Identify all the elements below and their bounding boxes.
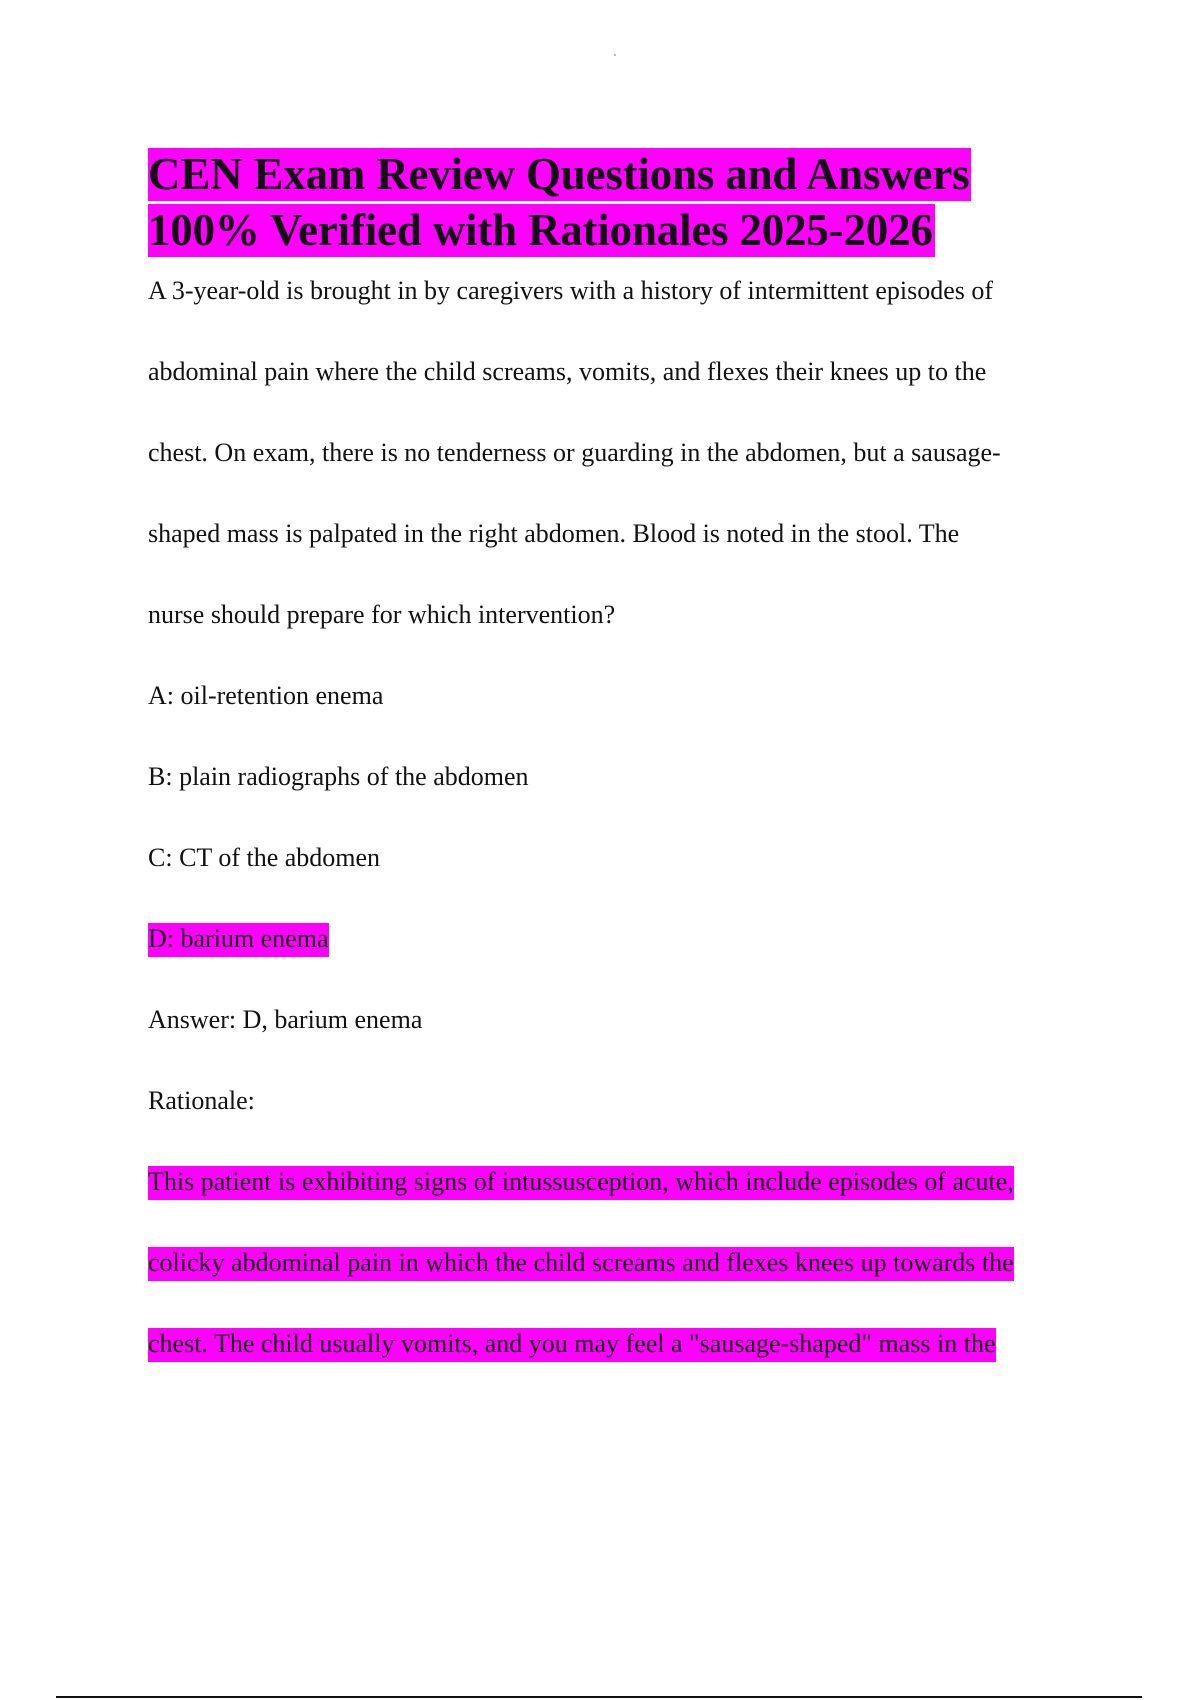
rationale-label: Rationale: — [148, 1086, 255, 1115]
page-bottom-rule — [56, 1696, 1142, 1698]
question-line: shaped mass is palpated in the right abdomen. Blood is noted in the stool. The — [148, 519, 960, 548]
option-c: C: CT of the abdomen — [148, 843, 381, 872]
rationale-line — [148, 1169, 1088, 1250]
option-b: B: plain radiographs of the abdomen — [148, 762, 529, 791]
question-line: abdominal pain where the child screams, vomits, and flexes their knees up to the — [148, 357, 987, 386]
rationale-highlight: colicky abdominal pain in which the child screams and flexes knees up towards the — [148, 1247, 1014, 1281]
question-line: A 3-year-old is brought in by caregivers with a history of intermittent episodes of — [148, 276, 994, 305]
option-d-highlight: D: barium enema — [148, 923, 329, 957]
page-content — [148, 146, 1088, 1412]
rationale-highlight: chest. The child usually vomits, and you may feel a "sausage-shaped" mass in the — [148, 1328, 996, 1362]
document-title — [148, 146, 1088, 258]
rationale-line — [148, 1250, 1088, 1331]
question-line: nurse should prepare for which intervention? — [148, 600, 616, 629]
title-line-2: 100% Verified with Rationales 2025-2026 — [148, 205, 933, 255]
answer-line: Answer: D, barium enema — [148, 1005, 423, 1034]
option-d — [148, 926, 1088, 1007]
title-line-1: CEN Exam Review Questions and Answers — [148, 149, 970, 199]
question-block — [148, 278, 1088, 1412]
question-line: chest. On exam, there is no tenderness or guarding in the abdomen, but a sausage- — [148, 438, 1001, 467]
rationale-line — [148, 1331, 1088, 1412]
rationale-highlight: This patient is exhibiting signs of intussusception, which include episodes of acute, — [148, 1166, 1014, 1200]
option-a: A: oil-retention enema — [148, 681, 384, 710]
scan-artifact — [614, 54, 616, 56]
